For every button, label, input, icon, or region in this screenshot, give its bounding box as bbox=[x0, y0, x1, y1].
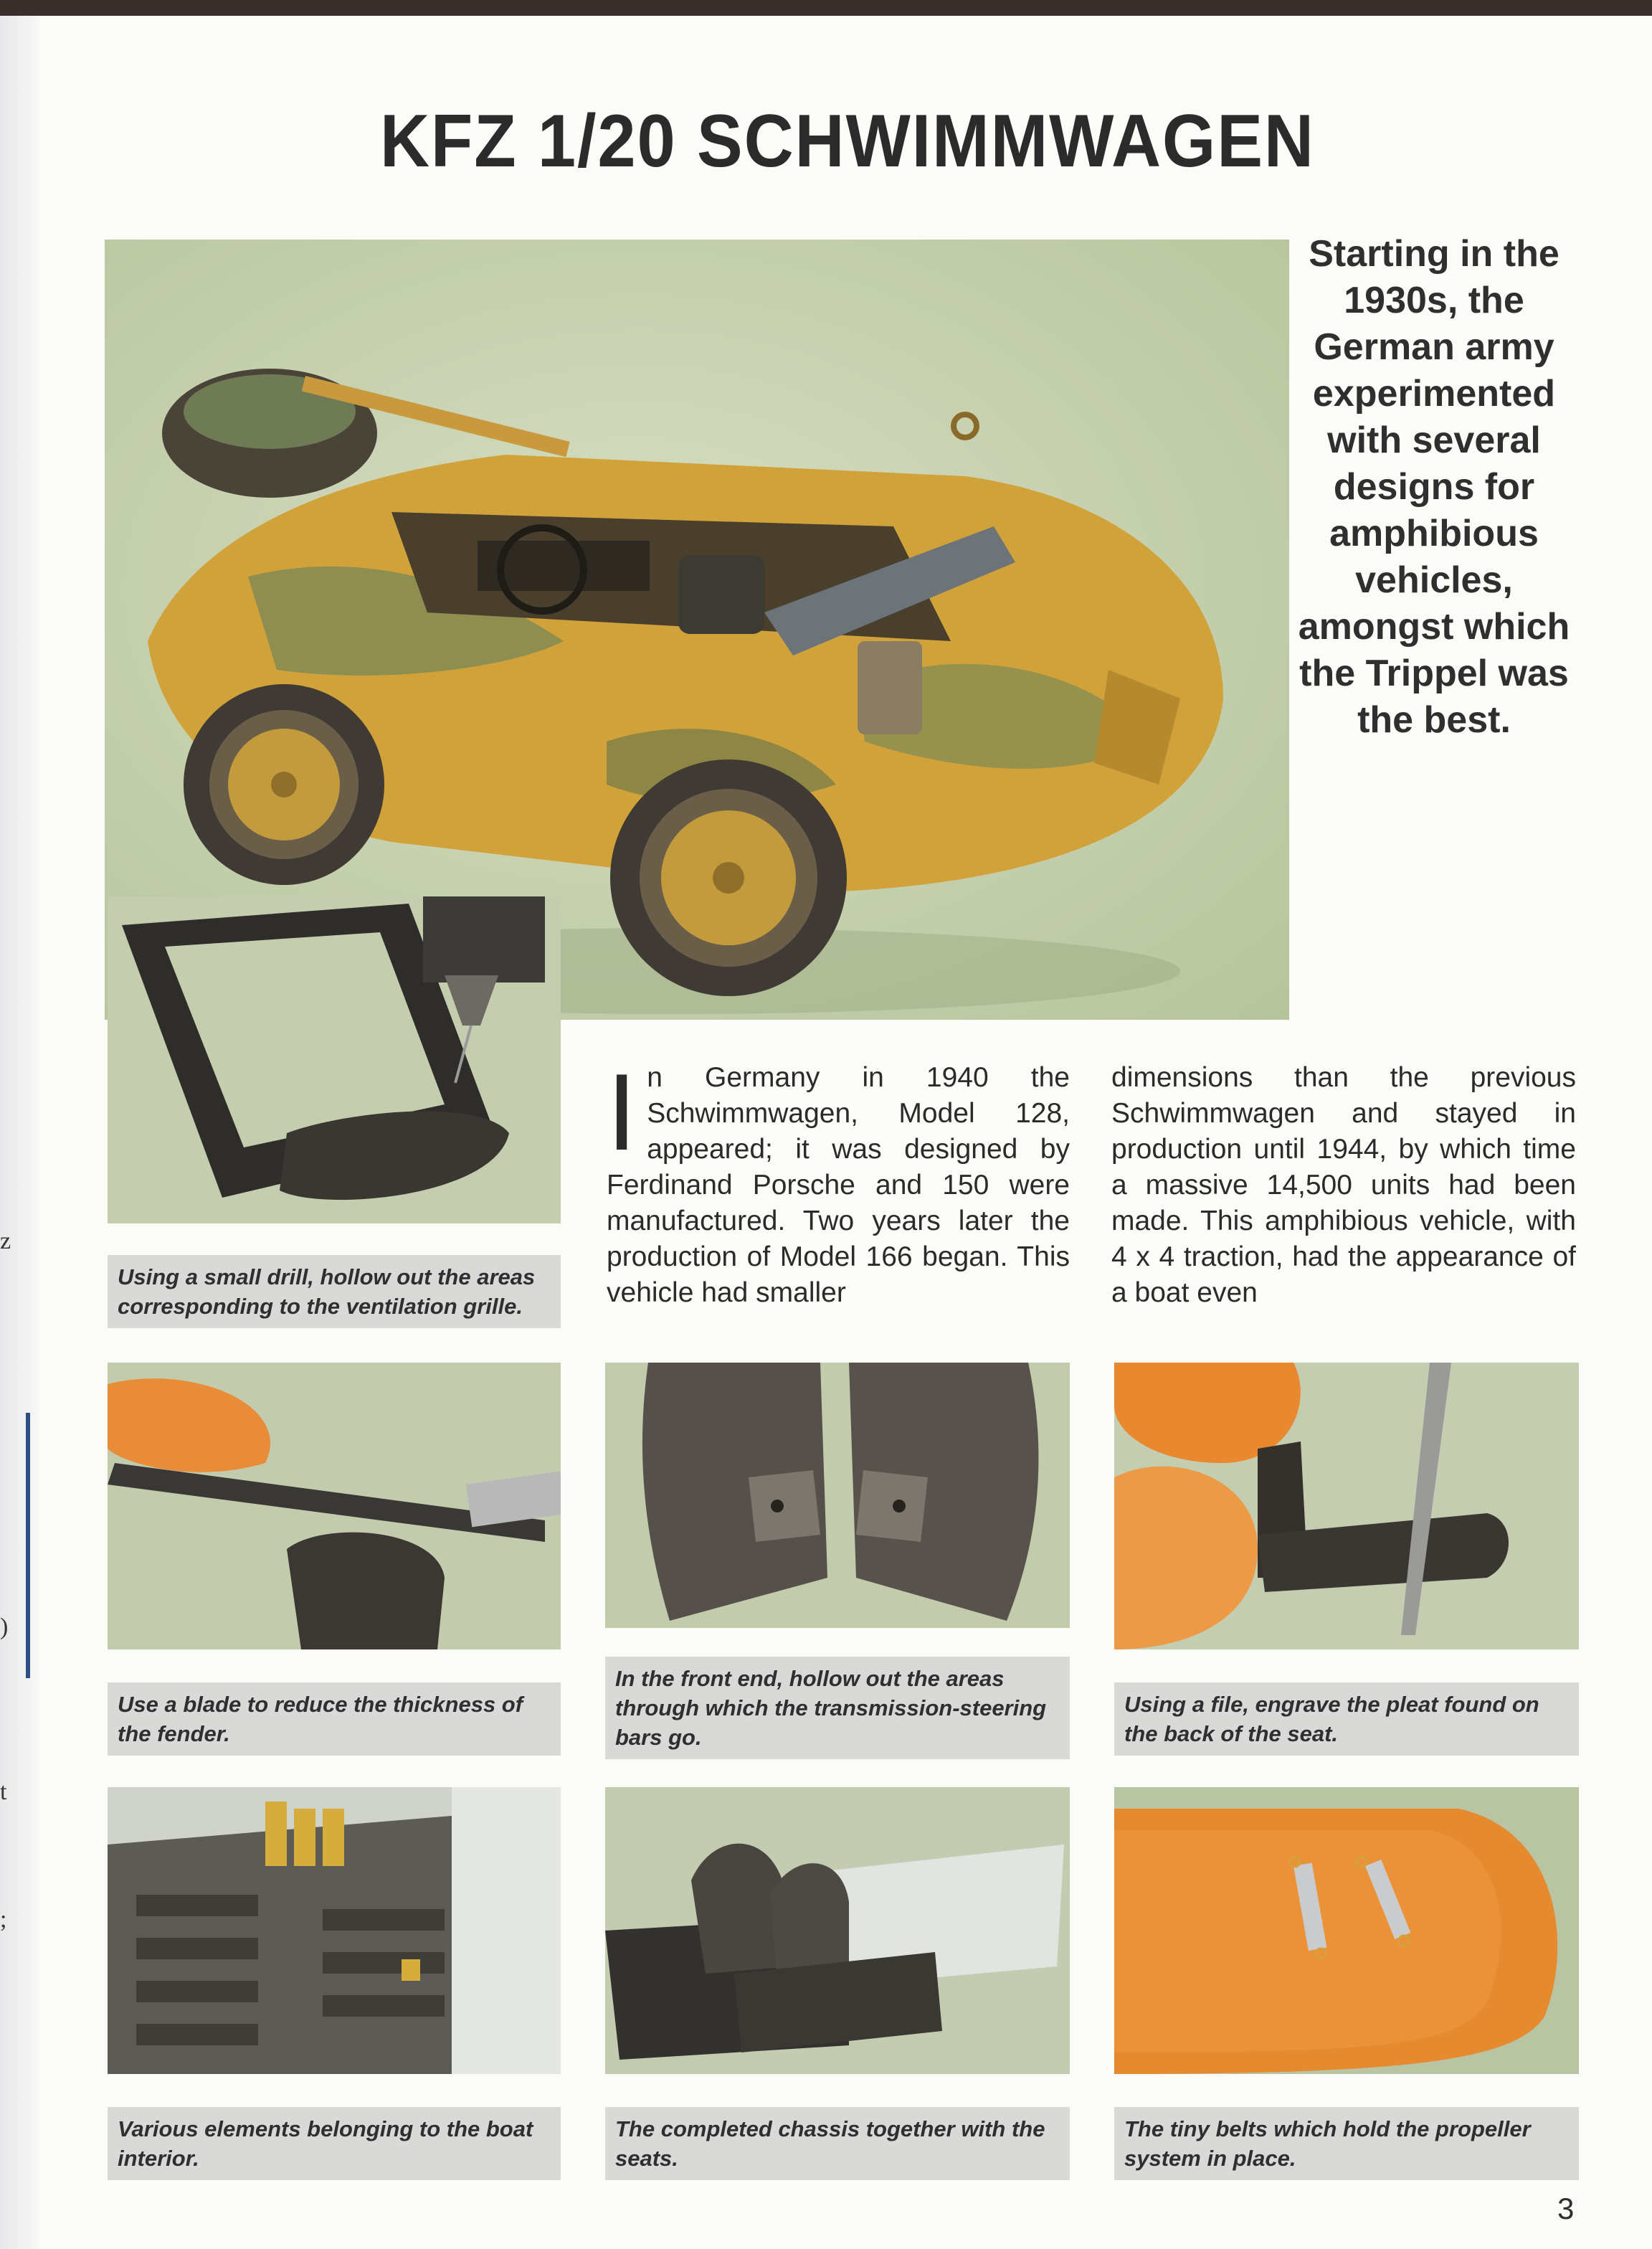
caption-1: Using a small drill, hollow out the areas corresponding to the ventilation grille. bbox=[108, 1255, 561, 1328]
drill-photo bbox=[108, 896, 561, 1223]
margin-mark: z bbox=[0, 1228, 11, 1254]
margin-mark: t bbox=[0, 1779, 7, 1805]
page-title: KFZ 1/20 SCHWIMMWAGEN bbox=[380, 100, 1315, 183]
body-text-1: n Germany in 1940 the Schwimmwagen, Model 128, appeared; it was designed by Ferdinand Porsche and 150 were manufactured. Two years later the production of Model 166 began. This vehicle had smaller bbox=[607, 1062, 1070, 1308]
body-column-1 bbox=[607, 1060, 1070, 1327]
page-number: 3 bbox=[1557, 2192, 1575, 2225]
caption-3: In the front end, hollow out the areas through which the transmission-steering bars go. bbox=[605, 1657, 1070, 1759]
caption-2: Use a blade to reduce the thickness of the fender. bbox=[108, 1682, 561, 1756]
caption-4: Using a file, engrave the pleat found on the back of the seat. bbox=[1114, 1682, 1579, 1756]
pull-quote: Starting in the 1930s, the German army experimented with several designs for amphibious vehicles, amongst which the Trippel was the best. bbox=[1298, 233, 1570, 741]
body-column-2: dimensions than the previous Schwimmwagen and stayed in production until 1944, by which time a massive 14,500 units had been made. This amphibious vehicle, with 4 x 4 traction, had the appearance of a boat even bbox=[1111, 1062, 1576, 1308]
margin-mark: ; bbox=[0, 1906, 7, 1933]
page-edge-bar bbox=[26, 1413, 30, 1678]
chassis-photo bbox=[605, 1787, 1070, 2074]
file-photo bbox=[1114, 1363, 1579, 1649]
top-edge-strip bbox=[0, 0, 1652, 16]
blade-photo bbox=[108, 1363, 561, 1649]
caption-6: The completed chassis together with the seats. bbox=[605, 2107, 1070, 2180]
caption-7: The tiny belts which hold the propeller system in place. bbox=[1114, 2107, 1579, 2180]
belts-photo bbox=[1114, 1787, 1579, 2074]
caption-5: Various elements belonging to the boat interior. bbox=[108, 2107, 561, 2180]
interior-photo bbox=[108, 1787, 561, 2074]
front-end-photo bbox=[605, 1363, 1070, 1628]
margin-mark: ) bbox=[0, 1614, 9, 1640]
drop-cap: I bbox=[607, 1060, 637, 1173]
